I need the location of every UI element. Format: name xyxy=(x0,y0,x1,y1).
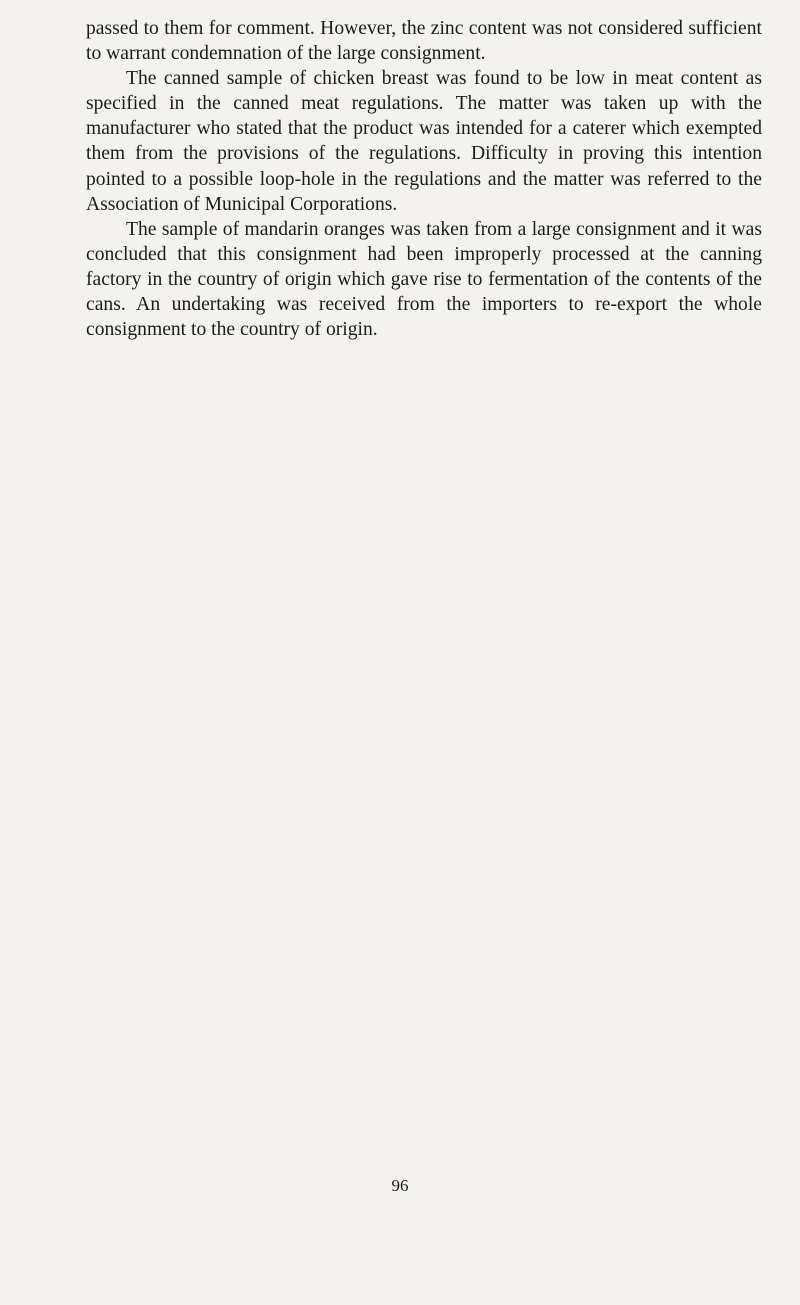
document-body xyxy=(86,16,762,342)
paragraph-continuation: passed to them for comment. However, the zinc content was not considered sufficient to warrant condemnation of the large consignment. xyxy=(86,18,762,65)
paragraph-mandarin-oranges: The sample of mandarin oranges was taken from a large consignment and it was concluded that this consignment had been improperly processed at the canning factory in the country of origin which gave rise to fermentation of the contents of the cans. An undertaking was received from the importers to re-export the whole consignment to the country of origin. xyxy=(86,218,762,341)
paragraph-chicken-breast: The canned sample of chicken breast was found to be low in meat content as specified in the canned meat regulations. The matter was taken up with the manufacturer who stated that the product was intended for a caterer which exempted them from the provisions of the regulations. Difficulty in proving this intention pointed to a possible loop-hole in the regulations and the matter was referred to the Association of Municipal Corporations. xyxy=(86,68,762,215)
page-number: 96 xyxy=(391,1176,409,1195)
